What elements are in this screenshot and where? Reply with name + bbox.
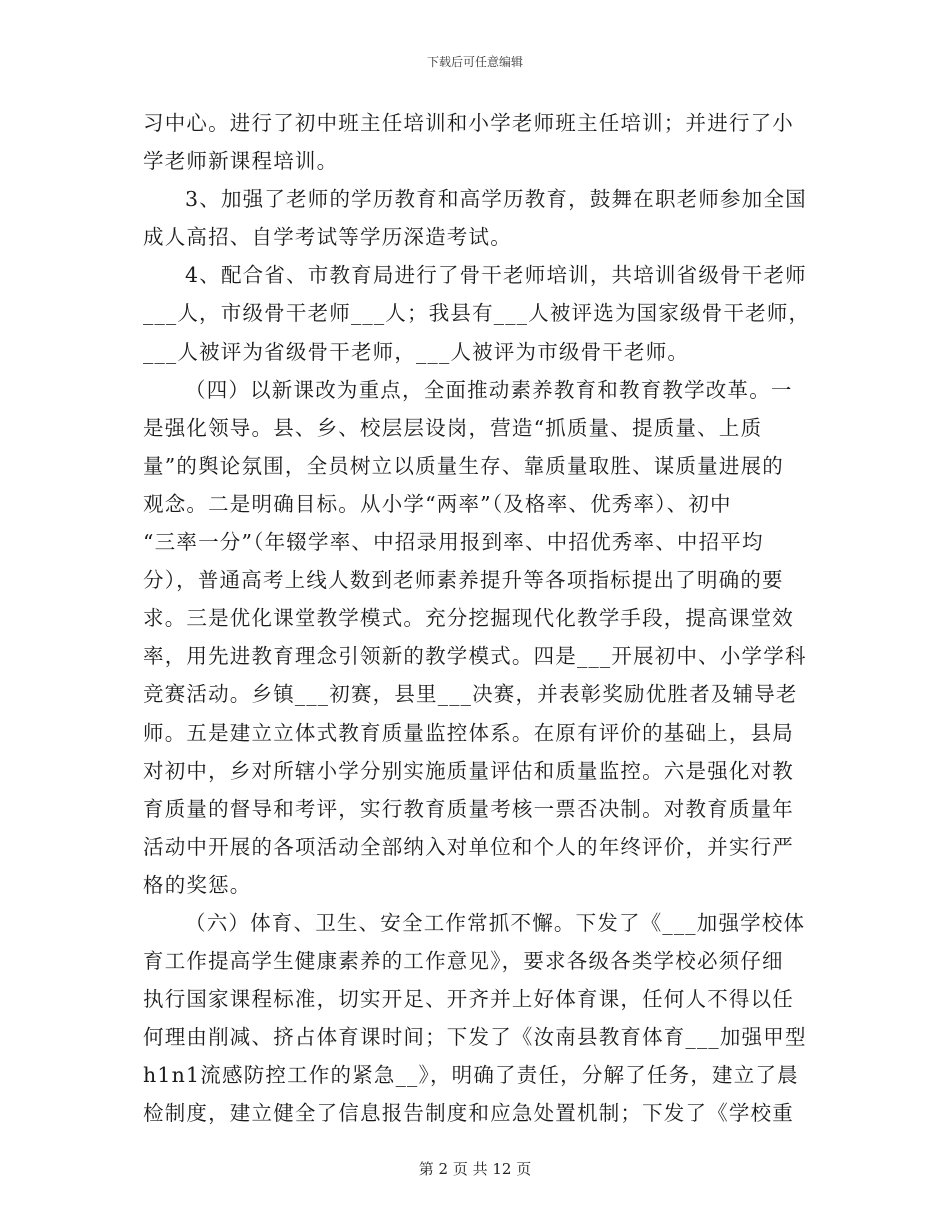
text-line: h1n1流感防控工作的紧急__》，明确了责任，分解了任务，建立了晨 [143,1063,799,1088]
text-line: 执行国家课程标准，切实开足、开齐并上好体育课，任何人不得以任 [143,987,794,1012]
text-line: “三率一分”（年辍学率、中招录用报到率、中招优秀率、中招平均 [143,530,764,555]
text-line: 量”的舆论氛围，全员树立以质量生存、靠质量取胜、谋质量进展的 [143,453,784,478]
paragraph-start: 4、配合省、市教育局进行了骨干老师培训，共培训省级骨干老师 [185,263,807,288]
text-line: 率，用先进教育理念引领新的教学模式。四是___开展初中、小学学科 [143,644,807,669]
text-line: 观念。二是明确目标。从小学“两率”（及格率、优秀率）、初中 [143,491,732,516]
text-line: 竞赛活动。乡镇___初赛，县里___决赛，并表彰奖励优胜者及辅导老 [143,682,798,707]
text-line: 师。五是建立立体式教育质量监控体系。在原有评价的基础上，县局 [143,720,794,745]
text-line: 习中心。进行了初中班主任培训和小学老师班主任培训；并进行了小 [143,111,794,135]
text-line: 育质量的督导和考评，实行教育质量考核一票否决制。对教育质量年 [143,796,794,821]
text-line: 育工作提高学生健康素养的工作意见》，要求各级各类学校必须仔细 [143,949,784,974]
text-line: 学老师新课程培训。 [143,149,339,174]
paragraph-start: （六）体育、卫生、安全工作常抓不懈。下发了《___加强学校体 [185,910,806,935]
text-line: 格的奖惩。 [143,872,252,897]
paragraph-start: 3、加强了老师的学历教育和高学历教育，鼓舞在职老师参加全国 [185,187,807,212]
text-line: 成人高招、自学考试等学历深造考试。 [143,225,512,250]
text-line: 检制度，建立健全了信息报告制度和应急处置机制；下发了《学校重 [143,1101,794,1126]
text-line: ___人，市级骨干老师___人；我县有___人被评选为国家级骨干老师， [143,301,811,326]
page-footer: 第 2 页 共 12 页 [418,1160,532,1178]
text-line: 对初中，乡对所辖小学分别实施质量评估和质量监控。六是强化对教 [143,758,794,783]
paragraph-start: （四）以新课改为重点，全面推动素养教育和教育教学改革。一 [185,377,793,402]
text-line: ___人被评为省级骨干老师，___人被评为市级骨干老师。 [143,339,690,364]
body-text [143,104,811,1133]
text-line: 活动中开展的各项活动全部纳入对单位和个人的年终评价，并实行严 [143,834,794,859]
text-line: 求。三是优化课堂教学模式。充分挖掘现代化教学手段，提高课堂效 [143,606,794,631]
text-line: 分），普通高考上线人数到老师素养提升等各项指标提出了明确的要 [143,568,784,593]
page-header: 下载后可任意编辑 [426,55,523,69]
text-line: 是强化领导。县、乡、校层层设岗，营造“抓质量、提质量、上质 [143,415,763,440]
text-line: 何理由削减、挤占体育课时间；下发了《汝南县教育体育___加强甲型 [143,1025,807,1050]
